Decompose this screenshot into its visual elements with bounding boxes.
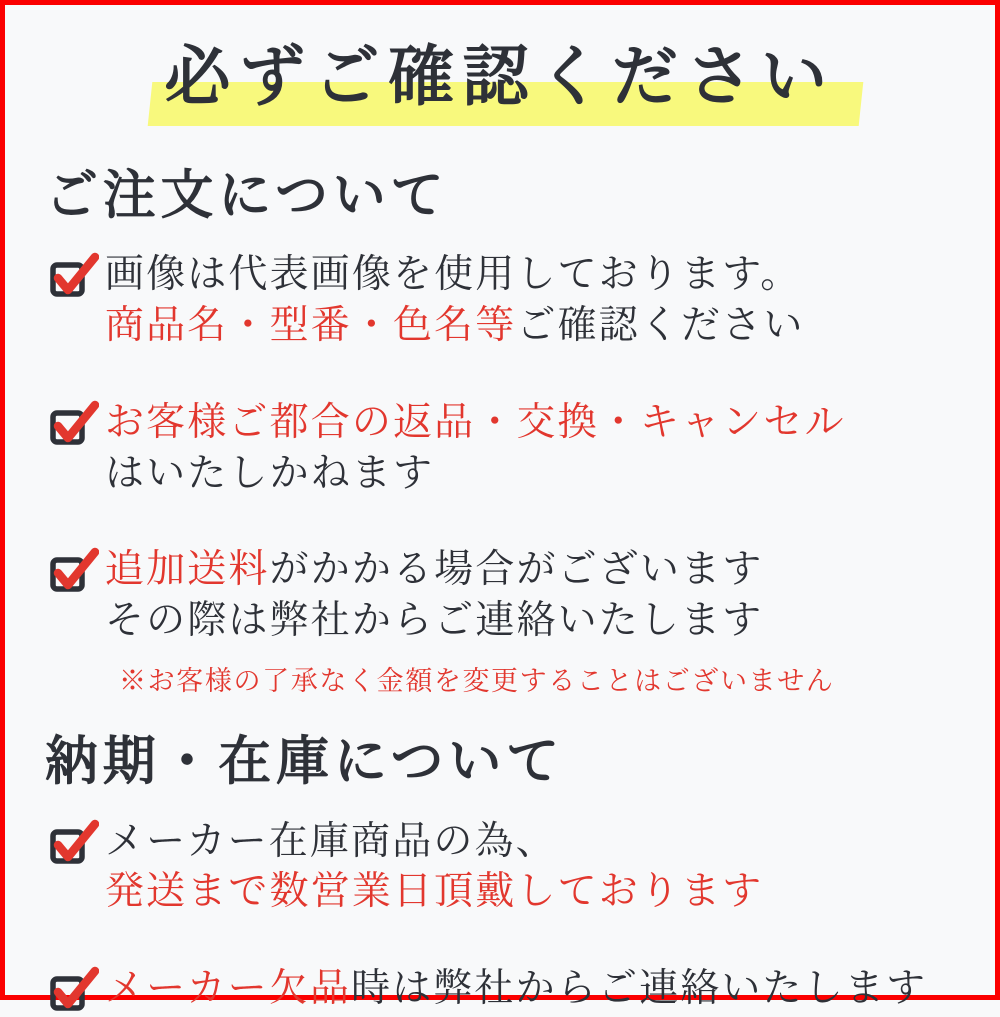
list-item xyxy=(45,964,965,1015)
item-line xyxy=(105,964,965,1015)
item-text-segment: ご確認ください xyxy=(516,304,805,348)
checkbox-checked-icon xyxy=(49,966,99,1012)
item-line xyxy=(105,596,965,647)
item-line xyxy=(105,867,965,918)
item-note: ※お客様の了承なく金額を変更することはございません xyxy=(119,665,835,696)
item-text-segment: はいたしかねます xyxy=(105,451,435,495)
item-text-segment: 画像は代表画像を使用しております。 xyxy=(105,253,802,297)
checkbox-checked-icon xyxy=(49,819,99,865)
list-item xyxy=(45,398,965,499)
item-line xyxy=(105,817,965,868)
item-text-segment-red: 追加送料 xyxy=(105,548,270,592)
item-text xyxy=(105,964,965,1015)
checkbox-checked-icon xyxy=(49,252,99,298)
item-text xyxy=(105,817,965,918)
section-heading: ご注文について xyxy=(45,166,449,225)
item-line xyxy=(105,449,965,500)
item-text xyxy=(105,545,965,697)
item-text xyxy=(105,250,965,351)
page-title: 必ずご確認ください xyxy=(164,41,836,114)
item-line xyxy=(105,250,965,301)
notice-content xyxy=(5,166,995,1015)
section-heading: 納期・在庫について xyxy=(45,732,564,791)
item-line xyxy=(105,545,965,596)
item-text xyxy=(105,398,965,499)
item-text-segment-red: メーカー欠品 xyxy=(105,966,352,1010)
checkbox-checked-icon xyxy=(49,400,99,446)
item-text-segment: その際は弊社からご連絡いたします xyxy=(105,598,764,642)
item-text-segment: メーカー在庫商品の為、 xyxy=(105,819,557,863)
list-item xyxy=(45,250,965,351)
item-text-segment-red: お客様ご都合の返品・交換・キャンセル xyxy=(105,400,846,444)
item-text-segment: がかかる場合がございます xyxy=(269,548,764,592)
page-title-block xyxy=(5,37,995,120)
list-item xyxy=(45,817,965,918)
list-item xyxy=(45,545,965,697)
section-delivery-stock xyxy=(45,732,965,1015)
checkbox-checked-icon xyxy=(49,547,99,593)
section-orders xyxy=(45,166,965,698)
item-text-segment: 時は弊社からご連絡いたします xyxy=(351,966,928,1010)
item-line xyxy=(105,301,965,352)
item-line xyxy=(105,398,965,449)
item-text-segment-red: 発送まで数営業日頂戴しております xyxy=(105,870,764,914)
item-text-segment-red: 商品名・型番・色名等 xyxy=(105,304,517,348)
